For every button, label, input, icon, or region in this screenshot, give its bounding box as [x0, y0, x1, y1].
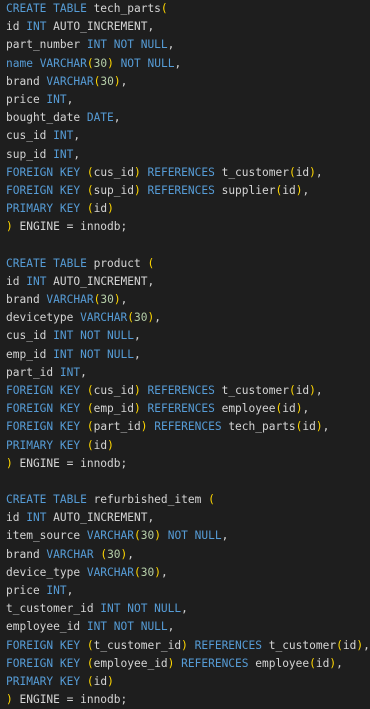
code-line[interactable]: [6, 73, 350, 91]
code-token: id: [342, 638, 357, 652]
code-token: bought_date: [6, 111, 87, 125]
code-token: ): [309, 165, 316, 179]
code-token: ): [6, 456, 13, 470]
code-token: VARCHAR: [39, 56, 87, 70]
code-line[interactable]: [6, 109, 350, 127]
code-token: ): [134, 183, 141, 197]
code-token: (: [86, 56, 94, 70]
code-token: price: [6, 92, 47, 106]
code-token: device_type: [6, 565, 87, 579]
code-token: part_id: [6, 365, 60, 379]
code-line[interactable]: [6, 255, 350, 273]
code-token: id: [302, 420, 316, 434]
code-line[interactable]: [6, 418, 350, 436]
code-token: (: [93, 293, 101, 306]
code-token: ,: [160, 565, 168, 579]
code-token: ): [329, 656, 337, 670]
code-token: ENGINE = innodb;: [12, 456, 128, 470]
code-line[interactable]: [6, 564, 350, 582]
code-token: ): [113, 293, 121, 306]
code-token: REFERENCES: [140, 383, 222, 397]
code-token: (: [86, 656, 94, 670]
code-token: sup_id: [93, 183, 134, 197]
code-token: FOREIGN KEY: [6, 420, 87, 434]
code-token: NOT NULL: [113, 56, 175, 70]
code-token: id: [295, 383, 310, 397]
code-token: FOREIGN KEY: [6, 402, 87, 416]
code-line[interactable]: [6, 55, 350, 73]
code-line[interactable]: [6, 673, 350, 691]
code-token: (: [86, 165, 94, 179]
code-token: CREATE TABLE: [6, 256, 94, 270]
code-token: (: [86, 183, 94, 197]
code-token: INT NOT NULL: [100, 602, 182, 616]
code-token: (: [309, 656, 316, 670]
code-token: tech_parts: [93, 2, 161, 15]
code-token: ): [113, 74, 121, 88]
code-token: REFERENCES: [140, 402, 222, 416]
code-token: REFERENCES: [147, 420, 229, 434]
code-token: part_number: [6, 38, 87, 52]
code-token: ,: [120, 293, 128, 306]
code-token: cus_id: [93, 165, 134, 179]
code-token: (: [288, 383, 296, 397]
code-token: brand: [6, 74, 47, 88]
code-token: ): [167, 656, 175, 670]
code-token: ): [309, 383, 316, 397]
code-token: (: [275, 183, 283, 197]
code-token: 30: [100, 74, 114, 88]
code-token: FOREIGN KEY: [6, 638, 87, 652]
code-token: (: [93, 74, 101, 88]
code-token: ): [107, 56, 114, 70]
code-token: (: [208, 493, 215, 507]
code-line[interactable]: [6, 473, 350, 491]
code-token: devicetype: [6, 311, 81, 325]
code-line[interactable]: [6, 491, 350, 509]
code-token: product: [93, 256, 148, 270]
code-token: PRIMARY KEY: [6, 202, 87, 216]
code-token: ,: [221, 529, 229, 543]
code-token: t_customer: [221, 383, 289, 397]
code-token: ): [120, 547, 128, 561]
code-token: AUTO_INCREMENT,: [46, 20, 155, 34]
code-token: INT: [53, 147, 74, 161]
code-token: ,: [302, 402, 310, 416]
code-token: ): [107, 202, 114, 216]
code-token: ,: [167, 620, 175, 634]
code-token: t_customer_id: [93, 638, 182, 652]
code-token: AUTO_INCREMENT,: [46, 274, 155, 288]
code-token: t_customer_id: [6, 602, 101, 616]
code-token: INT: [26, 274, 47, 288]
code-token: FOREIGN KEY: [6, 183, 87, 197]
code-token: ): [315, 420, 323, 434]
code-token: id: [93, 202, 108, 216]
code-token: (: [86, 674, 94, 688]
code-token: INT NOT NULL: [86, 620, 168, 634]
code-token: id: [6, 274, 27, 288]
code-token: ,: [80, 365, 87, 379]
code-token: employee: [221, 402, 276, 416]
code-token: VARCHAR: [86, 529, 134, 543]
code-token: VARCHAR: [46, 547, 101, 561]
code-token: (: [160, 2, 168, 15]
code-token: (: [86, 383, 94, 397]
code-token: REFERENCES: [187, 638, 269, 652]
code-token: ENGINE = innodb;: [12, 220, 128, 234]
code-token: id: [6, 511, 27, 525]
code-token: id: [6, 20, 27, 34]
code-line[interactable]: [6, 91, 350, 109]
code-token: ,: [167, 38, 175, 52]
code-line[interactable]: [6, 236, 350, 254]
code-token: CREATE TABLE: [6, 493, 94, 507]
code-line[interactable]: [6, 164, 350, 182]
code-token: ): [6, 220, 13, 234]
code-line[interactable]: [6, 582, 350, 600]
code-token: FOREIGN KEY: [6, 383, 87, 397]
code-token: (: [133, 529, 141, 543]
code-token: cus_id: [6, 129, 54, 143]
code-token: VARCHAR: [86, 565, 134, 579]
code-token: INT: [26, 511, 47, 525]
code-line[interactable]: [6, 637, 370, 655]
code-token: ,: [322, 420, 330, 434]
code-token: employee_id: [93, 656, 168, 670]
code-token: (: [133, 565, 141, 579]
code-token: INT: [59, 365, 81, 379]
code-token: (: [127, 311, 134, 325]
code-token: part_id: [93, 420, 141, 434]
code-line[interactable]: [6, 0, 350, 18]
code-line[interactable]: [6, 327, 350, 345]
code-token: ENGINE = innodb;: [12, 693, 128, 707]
code-token: emp_id: [93, 402, 134, 416]
code-token: brand: [6, 547, 47, 561]
code-token: ,: [133, 347, 141, 361]
code-token: (: [100, 547, 108, 561]
code-token: ,: [66, 92, 74, 106]
code-token: (: [147, 256, 155, 270]
code-token: ): [154, 565, 161, 579]
code-line[interactable]: [6, 691, 350, 709]
code-token: brand: [6, 293, 47, 306]
code-token: ,: [336, 656, 343, 670]
code-token: INT: [46, 92, 67, 106]
code-token: (: [86, 202, 94, 216]
code-line[interactable]: [6, 291, 350, 309]
code-token: ,: [315, 383, 323, 397]
code-line[interactable]: [6, 218, 350, 236]
code-token: ,: [133, 329, 141, 343]
code-token: sup_id: [6, 147, 54, 161]
code-line[interactable]: [6, 309, 350, 327]
code-token: ,: [154, 311, 161, 325]
code-token: id: [282, 402, 296, 416]
code-line[interactable]: [6, 182, 350, 200]
code-token: INT NOT NULL: [53, 329, 134, 343]
code-token: id: [282, 183, 296, 197]
code-token: INT NOT NULL: [86, 38, 168, 52]
code-token: id: [93, 674, 108, 688]
code-token: VARCHAR: [46, 74, 94, 88]
code-token: (: [86, 402, 94, 416]
code-token: REFERENCES: [140, 165, 222, 179]
code-token: VARCHAR: [46, 293, 94, 306]
code-token: 30: [134, 311, 148, 325]
code-token: 30: [93, 56, 108, 70]
code-token: t_customer: [221, 165, 289, 179]
code-line[interactable]: [6, 382, 350, 400]
code-token: cus_id: [6, 329, 54, 343]
code-token: INT: [26, 20, 47, 34]
code-token: cus_id: [93, 383, 134, 397]
code-token: 30: [100, 293, 114, 306]
code-token: ): [295, 402, 303, 416]
code-token: employee_id: [6, 620, 87, 634]
code-line[interactable]: [6, 455, 350, 473]
code-token: ): [134, 402, 141, 416]
code-token: ,: [120, 74, 128, 88]
code-token: price: [6, 584, 47, 597]
code-token: NOT NULL: [160, 529, 222, 543]
code-token: DATE: [86, 111, 114, 125]
code-token: ): [181, 638, 188, 652]
code-token: ,: [363, 638, 370, 652]
code-token: ): [295, 183, 303, 197]
code-token: FOREIGN KEY: [6, 165, 87, 179]
code-token: ,: [315, 165, 323, 179]
code-token: INT NOT NULL: [53, 347, 134, 361]
code-token: REFERENCES: [140, 183, 222, 197]
code-token: tech_parts: [228, 420, 296, 434]
code-line[interactable]: [6, 509, 350, 527]
code-token: ,: [113, 111, 121, 125]
code-token: FOREIGN KEY: [6, 656, 87, 670]
code-token: ): [147, 311, 155, 325]
code-token: (: [86, 438, 94, 452]
code-line[interactable]: [6, 364, 350, 382]
code-token: ): [134, 383, 141, 397]
code-token: ,: [66, 584, 74, 597]
code-line[interactable]: [6, 273, 350, 291]
code-token: ,: [73, 129, 81, 143]
code-token: ,: [302, 183, 310, 197]
code-line[interactable]: [6, 600, 350, 618]
code-token: t_customer: [268, 638, 337, 652]
code-line[interactable]: [6, 36, 350, 54]
code-token: (: [295, 420, 303, 434]
code-token: ,: [127, 547, 135, 561]
code-token: employee: [255, 656, 310, 670]
code-token: 30: [140, 565, 155, 579]
code-token: refurbished_item: [93, 493, 209, 507]
code-token: id: [93, 438, 108, 452]
code-token: INT: [46, 584, 67, 597]
code-line[interactable]: [6, 200, 350, 218]
code-token: ): [6, 693, 13, 707]
code-line[interactable]: [6, 146, 350, 164]
code-token: item_source: [6, 529, 87, 543]
code-token: id: [315, 656, 330, 670]
code-token: REFERENCES: [174, 656, 256, 670]
code-line[interactable]: [6, 546, 350, 564]
code-token: 30: [140, 529, 155, 543]
code-token: supplier: [221, 183, 276, 197]
code-line[interactable]: [6, 527, 350, 545]
code-line[interactable]: [6, 618, 350, 636]
code-token: INT: [53, 129, 74, 143]
code-token: PRIMARY KEY: [6, 674, 87, 688]
code-token: (: [86, 638, 94, 652]
code-token: ): [107, 438, 114, 452]
code-token: (: [336, 638, 343, 652]
code-token: (: [86, 420, 94, 434]
code-token: ): [140, 420, 148, 434]
code-line[interactable]: [6, 346, 350, 364]
code-token: VARCHAR: [80, 311, 128, 325]
code-token: ): [154, 529, 161, 543]
code-line[interactable]: [6, 655, 350, 673]
code-token: ): [134, 165, 141, 179]
code-line[interactable]: [6, 437, 350, 455]
code-token: ,: [73, 147, 81, 161]
code-token: AUTO_INCREMENT,: [46, 511, 155, 525]
code-token: emp_id: [6, 347, 54, 361]
code-line[interactable]: [6, 127, 350, 145]
code-token: (: [288, 165, 296, 179]
code-line[interactable]: [6, 400, 350, 418]
code-token: PRIMARY KEY: [6, 438, 87, 452]
code-token: id: [295, 165, 310, 179]
code-token: 30: [107, 547, 121, 561]
code-token: ,: [181, 602, 188, 616]
code-token: (: [275, 402, 283, 416]
code-line[interactable]: [6, 18, 350, 36]
code-token: ,: [174, 56, 182, 70]
code-token: name: [6, 56, 40, 70]
code-token: ): [356, 638, 364, 652]
code-token: CREATE TABLE: [6, 2, 94, 15]
code-token: ): [107, 674, 114, 688]
